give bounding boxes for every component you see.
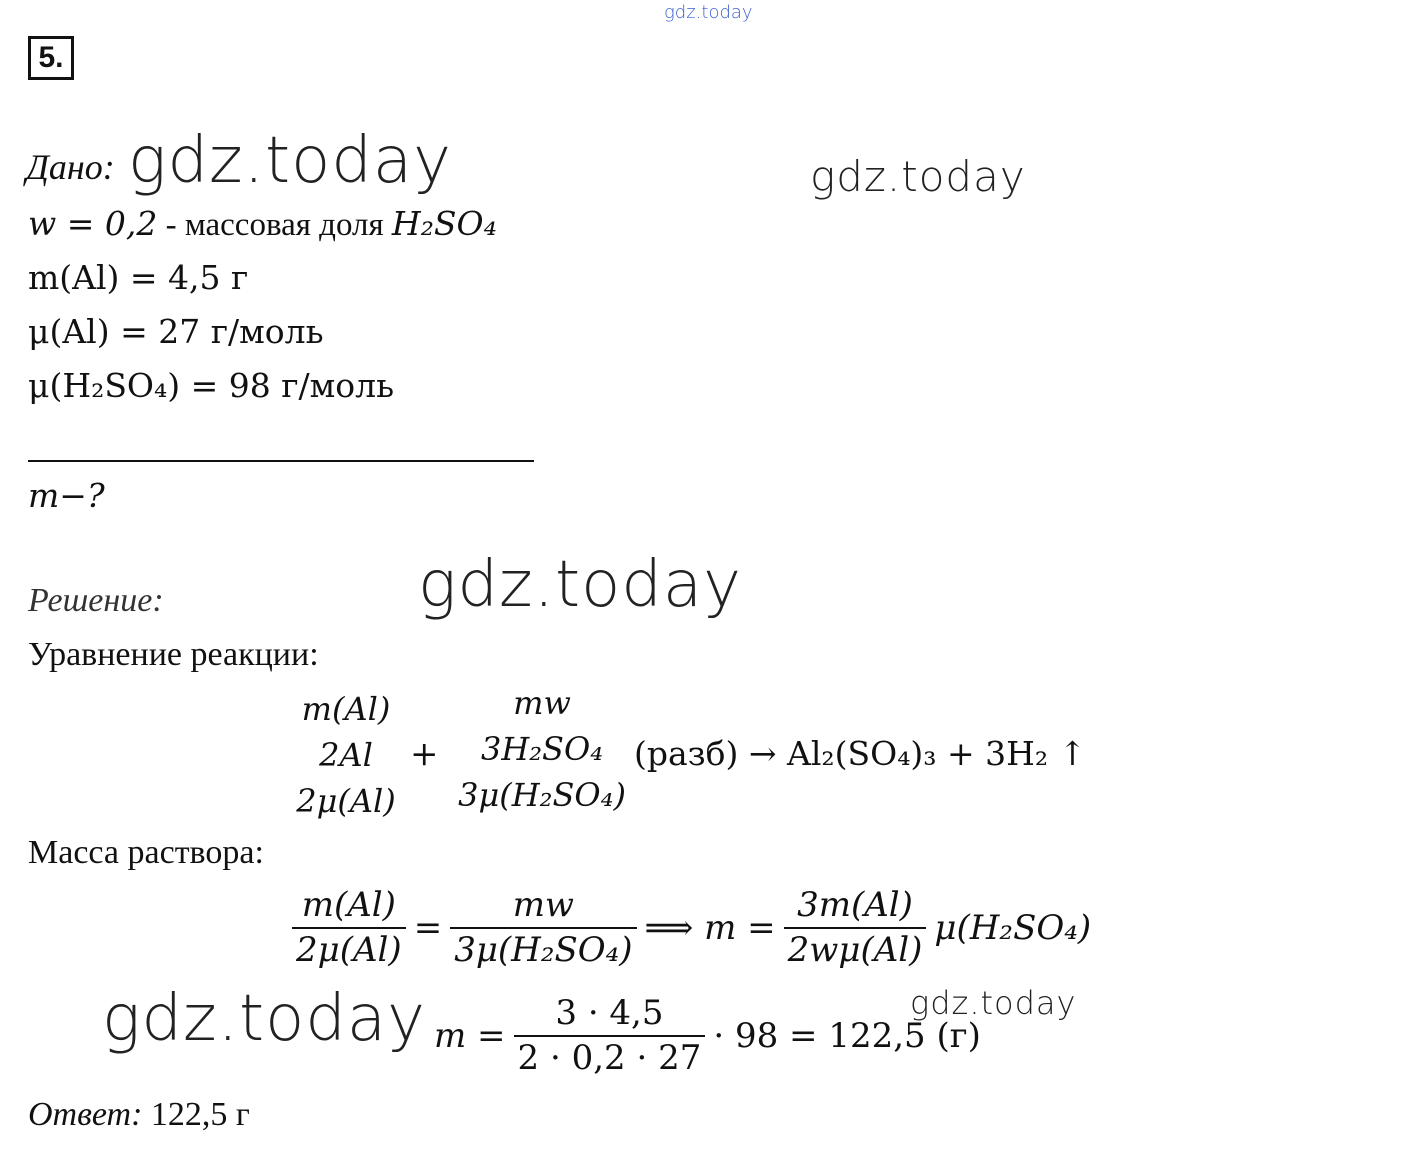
fraction-3-num: 3m(Al) xyxy=(797,885,913,925)
given-line-3: μ(Al) = 27 г/моль xyxy=(28,312,324,351)
calc-fraction xyxy=(514,992,706,1079)
find-line: m−? xyxy=(28,476,105,515)
fraction-2-den: 3μ(H₂SO₄) xyxy=(454,929,633,970)
fraction-2-num: mw xyxy=(512,885,575,925)
implies: ⟹ m = xyxy=(644,907,776,948)
reaction-heading: Уравнение реакции: xyxy=(28,636,319,673)
answer-label: Ответ: xyxy=(28,1096,143,1133)
task-number: 5. xyxy=(28,36,74,80)
watermark-2: gdz.today xyxy=(810,152,1026,201)
calc-den: 2 · 0,2 · 27 xyxy=(517,1037,702,1078)
given-line-4: μ(H₂SO₄) = 98 г/моль xyxy=(28,366,395,405)
given-label: Дано: xyxy=(26,147,115,187)
watermark-5: gdz.today xyxy=(910,984,1077,1022)
watermark-top: gdz.today xyxy=(664,2,753,23)
proportion-tail: μ(H₂SO₄) xyxy=(934,907,1092,948)
reaction-plus: + xyxy=(410,734,439,774)
reaction-col-2 xyxy=(446,680,638,818)
given-w-formula: H₂SO₄ xyxy=(391,204,497,243)
reaction-col-1 xyxy=(282,686,410,824)
reaction-col1-top: m(Al) xyxy=(301,690,391,728)
reaction-col1-bot: 2μ(Al) xyxy=(296,782,396,820)
reaction-col2-top: mw xyxy=(513,684,571,722)
watermark-4: gdz.today xyxy=(102,982,426,1056)
given-line-2: m(Al) = 4,5 г xyxy=(28,258,249,297)
fraction-3-den: 2wμ(Al) xyxy=(787,929,923,970)
proportion-formula xyxy=(288,884,1095,971)
solution-label: Решение: xyxy=(28,582,164,619)
fraction-1-num: m(Al) xyxy=(301,885,396,925)
given-w: w = 0,2 xyxy=(28,204,158,243)
given-w-text: - массовая доля xyxy=(157,207,392,243)
reaction-col2-bot: 3μ(H₂SO₄) xyxy=(458,776,626,814)
watermark-3: gdz.today xyxy=(418,548,742,622)
given-divider xyxy=(28,460,534,462)
fraction-3 xyxy=(784,884,927,971)
calc-tail: · 98 = 122,5 (г) xyxy=(713,1015,981,1056)
reaction-col1-mid: 2Al xyxy=(319,736,373,774)
answer-line xyxy=(28,1096,250,1134)
mass-heading: Масса раствора: xyxy=(28,834,264,871)
fraction-1 xyxy=(292,884,406,971)
reaction-rest: (разб) → Al₂(SO₄)₃ + 3H₂ ↑ xyxy=(634,734,1087,773)
fraction-1-den: 2μ(Al) xyxy=(296,929,402,970)
fraction-2 xyxy=(450,884,636,971)
calc-num: 3 · 4,5 xyxy=(555,993,664,1033)
reaction-col2-mid: 3H₂SO₄ xyxy=(480,730,604,768)
equals-1: = xyxy=(413,907,443,948)
calculation xyxy=(430,992,985,1079)
given-line-1 xyxy=(28,204,497,244)
watermark-1: gdz.today xyxy=(128,124,452,198)
calc-lhs: m = xyxy=(434,1015,506,1056)
answer-value: 122,5 г xyxy=(142,1096,250,1133)
